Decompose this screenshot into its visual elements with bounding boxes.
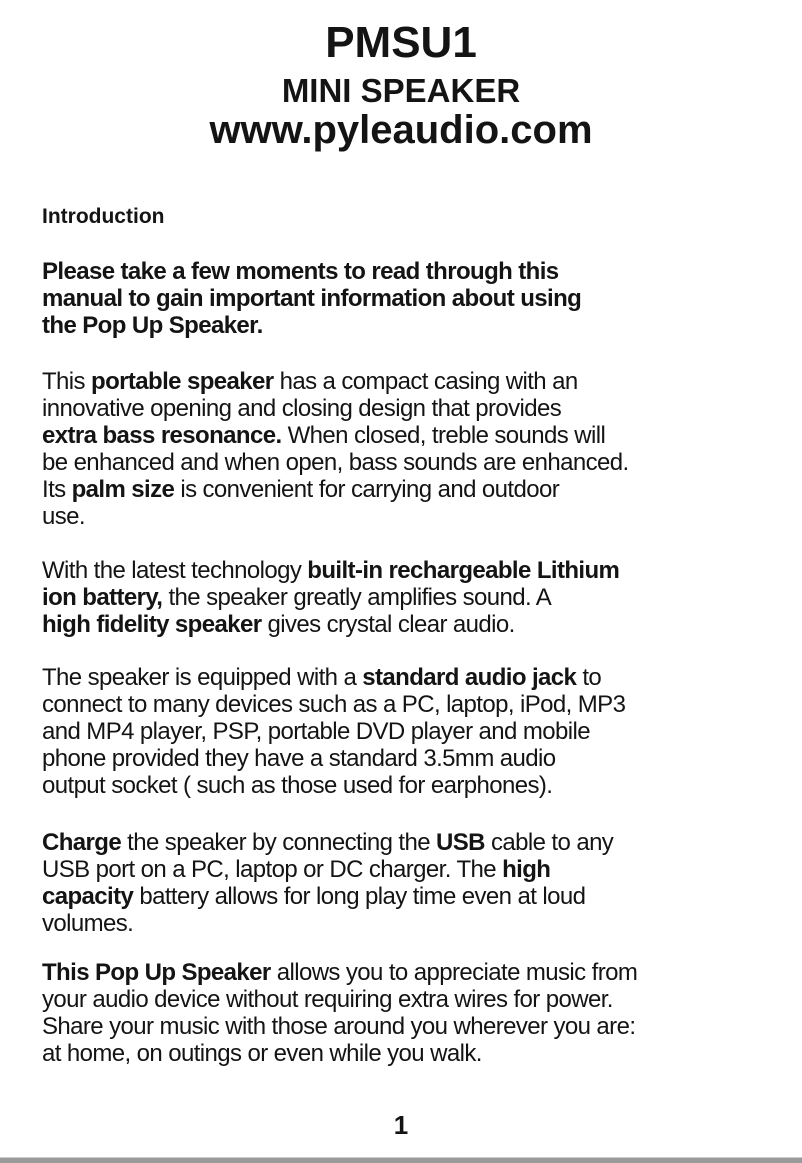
text-line: [42, 584, 619, 611]
text-line: [42, 856, 613, 883]
product-subtitle: MINI SPEAKER: [281, 72, 521, 109]
paragraph: [42, 664, 625, 799]
paragraph: [42, 959, 637, 1067]
text-line: [42, 829, 613, 856]
text-run: Share your music with those around you wherever you are:: [42, 1013, 636, 1040]
text-line: [42, 883, 613, 910]
text-line: [42, 986, 637, 1013]
text-line: [42, 772, 625, 799]
text-line: [42, 1013, 637, 1040]
text-run: be enhanced and when open, bass sounds are enhanced.: [42, 449, 629, 476]
text-run: volumes.: [42, 910, 134, 937]
text-run: connect to many devices such as a PC, laptop, iPod, MP3: [42, 691, 626, 718]
bold-text-run: manual to gain important information about using: [42, 285, 582, 312]
bold-text-run: Charge: [42, 829, 122, 856]
text-run: output socket ( such as those used for earphones).: [42, 772, 553, 799]
text-line: [42, 449, 629, 476]
bold-text-run: high fidelity speaker: [42, 611, 262, 638]
bold-text-run: capacity: [42, 883, 134, 910]
text-run: With the latest technology: [42, 557, 308, 584]
text-run: innovative opening and closing design that provides: [42, 395, 562, 422]
text-line: [42, 422, 629, 449]
bold-text-run: built-in rechargeable Lithium: [307, 557, 620, 584]
text-run: at home, on outings or even while you walk.: [42, 1040, 482, 1067]
page-number: 1: [393, 1110, 409, 1140]
bold-text-run: palm size: [71, 476, 175, 503]
model-title: PMSU1: [325, 18, 477, 67]
text-line: [42, 910, 613, 937]
bold-text-run: extra bass resonance.: [42, 422, 282, 449]
text-run: and MP4 player, PSP, portable DVD player and mobile: [42, 718, 590, 745]
text-line: [42, 718, 625, 745]
bold-text-run: high: [502, 856, 551, 883]
paragraph: [42, 557, 619, 638]
text-run: the speaker by connecting the: [121, 829, 437, 856]
text-run: the speaker greatly amplifies sound. A: [162, 584, 552, 611]
text-line: [42, 664, 625, 691]
section-heading-introduction: Introduction: [42, 205, 165, 228]
text-run: phone provided they have a standard 3.5mm audio: [42, 745, 556, 772]
text-run: Its: [42, 476, 72, 503]
text-line: [42, 258, 581, 285]
text-run: your audio device without requiring extra wires for power.: [42, 986, 613, 1013]
paragraph: [42, 258, 581, 339]
text-run: When closed, treble sounds will: [281, 422, 606, 449]
bold-text-run: USB: [436, 829, 485, 856]
text-run: is convenient for carrying and outdoor: [174, 476, 560, 503]
text-run: allows you to appreciate music from: [270, 959, 638, 986]
bold-text-run: This Pop Up Speaker: [42, 959, 271, 986]
text-run: has a compact casing with an: [273, 368, 578, 395]
website-url: www.pyleaudio.com: [209, 108, 593, 152]
text-line: [42, 557, 619, 584]
text-line: [42, 285, 581, 312]
text-line: [42, 959, 637, 986]
text-line: [42, 368, 629, 395]
text-line: [42, 395, 629, 422]
page-bottom-edge: [0, 1157, 802, 1163]
text-line: [42, 611, 619, 638]
text-line: [42, 691, 625, 718]
paragraph: [42, 368, 629, 530]
bold-text-run: portable speaker: [91, 368, 274, 395]
text-run: battery allows for long play time even at loud: [133, 883, 586, 910]
text-run: cable to any: [484, 829, 614, 856]
text-line: [42, 1040, 637, 1067]
text-line: [42, 312, 581, 339]
text-line: [42, 503, 629, 530]
text-run: USB port on a PC, laptop or DC charger. The: [42, 856, 503, 883]
bold-text-run: Please take a few moments to read through this: [42, 258, 559, 285]
text-run: gives crystal clear audio.: [261, 611, 515, 638]
text-run: use.: [42, 503, 85, 530]
text-run: The speaker is equipped with a: [42, 664, 363, 691]
bold-text-run: ion battery,: [42, 584, 163, 611]
text-line: [42, 476, 629, 503]
text-run: to: [576, 664, 602, 691]
paragraph: [42, 829, 613, 937]
text-line: [42, 745, 625, 772]
text-run: This: [42, 368, 92, 395]
bold-text-run: standard audio jack: [362, 664, 577, 691]
bold-text-run: the Pop Up Speaker.: [42, 312, 263, 339]
